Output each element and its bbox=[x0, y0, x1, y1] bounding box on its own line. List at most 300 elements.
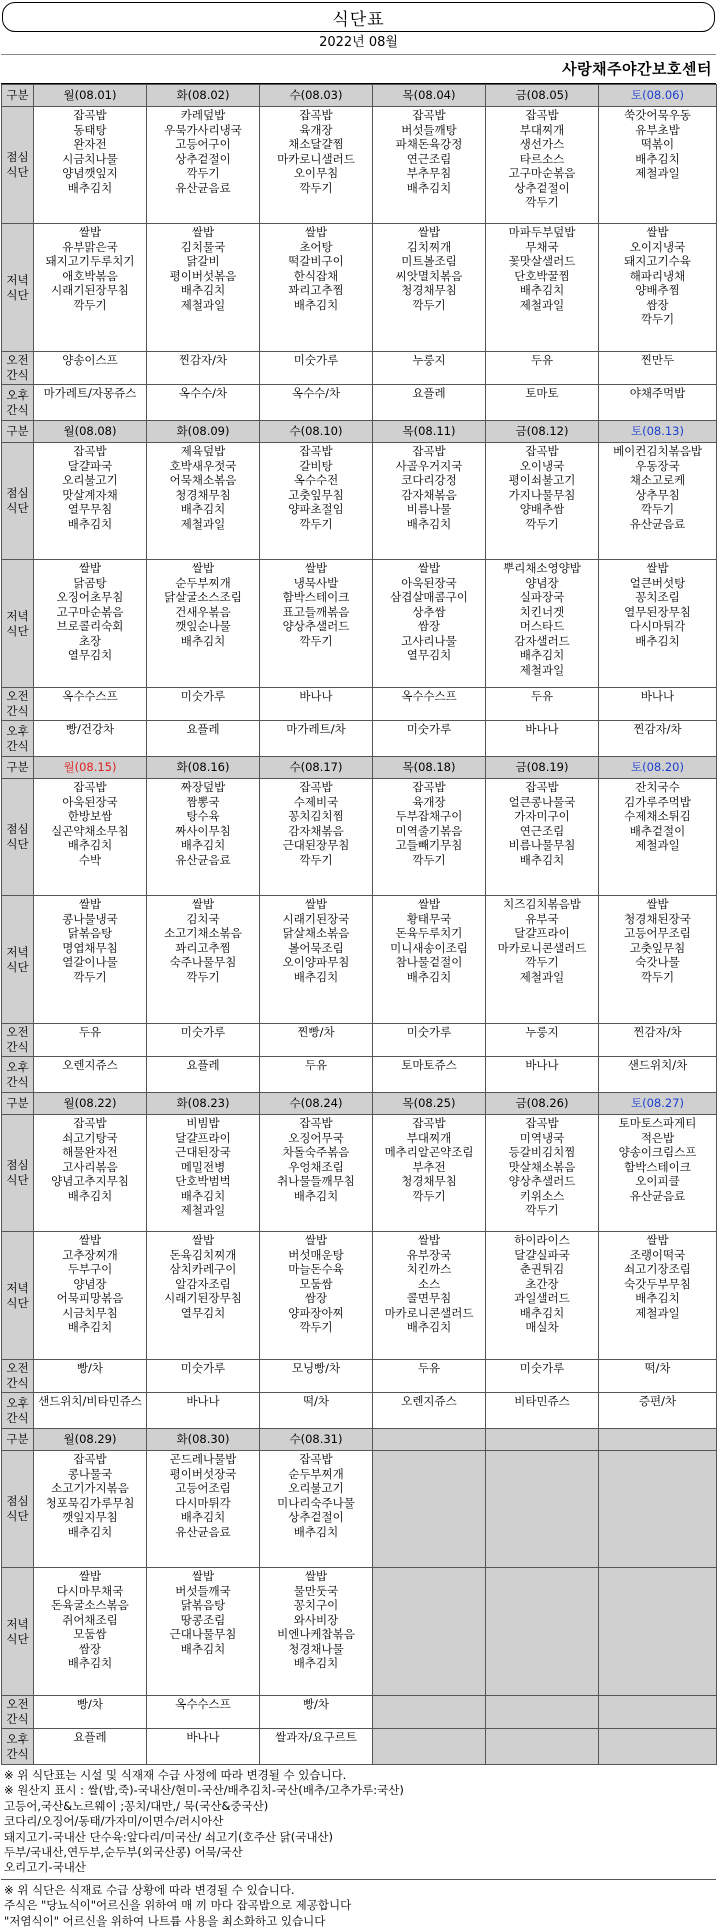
dinner-cell bbox=[147, 1232, 260, 1360]
menu-item: 양파장아찌 bbox=[288, 1305, 344, 1320]
day-header: 수(08.24) bbox=[260, 1093, 373, 1115]
note-line: ※ 위 식단표는 시설 및 식재재 수급 사정에 따라 변경될 수 있습니다. bbox=[4, 1768, 347, 1782]
menu-item: 배추김치 bbox=[293, 1656, 339, 1670]
dinner-cell bbox=[260, 224, 373, 352]
menu-item: 배추김치 bbox=[406, 516, 452, 531]
menu-item: 제철과일 bbox=[180, 516, 226, 531]
pm-snack-label-line: 오후 bbox=[6, 1059, 29, 1074]
snack-item: 두유 bbox=[78, 1025, 102, 1039]
lunch-cell bbox=[486, 779, 599, 896]
week-header-row bbox=[2, 85, 717, 107]
menu-item: 토마토스파게티 bbox=[618, 1116, 697, 1130]
menu-item: 메추리알곤약조림 bbox=[384, 1145, 474, 1159]
pm-snack-label bbox=[2, 1729, 34, 1765]
dinner-cell bbox=[486, 560, 599, 688]
lunch-cell bbox=[373, 1115, 486, 1232]
menu-item: 두부잡채구이 bbox=[395, 809, 463, 823]
snack-item: 두유 bbox=[530, 689, 554, 703]
lunch-label bbox=[2, 107, 34, 224]
am-snack-cell bbox=[373, 1024, 486, 1057]
menu-item: 볼어묵조림 bbox=[288, 940, 344, 955]
menu-item: 적은밥 bbox=[640, 1130, 675, 1145]
pm-snack-label bbox=[2, 1057, 34, 1093]
dinner-cell bbox=[147, 560, 260, 688]
dinner-label bbox=[2, 560, 34, 688]
menu-item: 와사비장 bbox=[293, 1612, 339, 1627]
menu-item: 깍두기 bbox=[412, 1188, 446, 1203]
snack-item: 바나나 bbox=[186, 1730, 220, 1744]
lunch-label-line: 점심 bbox=[6, 150, 29, 164]
menu-item: 우묵가사리냉국 bbox=[164, 122, 242, 137]
menu-item: 열무된장무침 bbox=[624, 604, 691, 619]
lunch-cell bbox=[373, 779, 486, 896]
snack-item: 요플레 bbox=[412, 386, 446, 400]
menu-item: 닭갈비 bbox=[186, 254, 220, 268]
lunch-label bbox=[2, 1115, 34, 1232]
pm-snack-label-line: 간식 bbox=[6, 1746, 29, 1761]
menu-item: 근대된장무침 bbox=[282, 838, 350, 852]
menu-item: 고추장찌개 bbox=[62, 1247, 118, 1262]
menu-item: 김치국 bbox=[186, 911, 220, 926]
menu-item: 양념고추지무침 bbox=[51, 1174, 129, 1188]
menu-item: 머스타드 bbox=[519, 619, 565, 633]
dinner-cell bbox=[34, 224, 147, 352]
menu-item: 쌀밥 bbox=[78, 897, 102, 911]
menu-item: 배추김치 bbox=[67, 1188, 113, 1203]
menu-item: 등갈비김치찜 bbox=[508, 1145, 576, 1159]
dinner-cell bbox=[486, 1232, 599, 1360]
menu-item: 짜사이무침 bbox=[175, 823, 231, 838]
menu-item: 감자채볶음 bbox=[401, 487, 457, 502]
empty-cell bbox=[373, 1696, 486, 1729]
menu-item: 김치찌개 bbox=[406, 239, 452, 254]
snack-item: 미숫가루 bbox=[519, 1361, 565, 1375]
menu-item: 오리불고기 bbox=[62, 473, 118, 487]
lunch-label-line: 점심 bbox=[6, 1158, 29, 1172]
menu-item: 애호박볶음 bbox=[62, 268, 118, 283]
menu-item: 시래기된장국 bbox=[282, 911, 350, 926]
snack-item: 빵/차 bbox=[76, 1361, 104, 1375]
snack-item: 양송이스프 bbox=[62, 353, 118, 367]
menu-item: 부대찌개 bbox=[519, 122, 565, 137]
snack-item: 빵/차 bbox=[76, 1697, 104, 1711]
menu-item: 배추김치 bbox=[406, 969, 452, 984]
dinner-cell bbox=[147, 896, 260, 1024]
dinner-cell bbox=[486, 224, 599, 352]
menu-item: 떡갈비구이 bbox=[288, 254, 344, 268]
day-header: 화(08.30) bbox=[147, 1429, 260, 1451]
snack-item: 야채주먹밥 bbox=[629, 386, 686, 400]
menu-item: 배추김치 bbox=[180, 838, 226, 852]
menu-item: 유산균음료 bbox=[175, 1524, 231, 1539]
pm-snack-label-line: 오후 bbox=[6, 723, 29, 738]
pm-snack-cell bbox=[373, 385, 486, 421]
dinner-cell bbox=[373, 224, 486, 352]
am-snack-label-line: 오전 bbox=[6, 689, 29, 703]
menu-item: 배추김치 bbox=[635, 633, 680, 648]
menu-item: 다시마튀각 bbox=[629, 619, 686, 633]
am-snack-label bbox=[2, 1696, 34, 1729]
day-header: 수(08.03) bbox=[260, 85, 373, 107]
pm-snack-row bbox=[2, 721, 717, 757]
menu-item: 깍두기 bbox=[73, 297, 107, 312]
am-snack-cell bbox=[373, 1360, 486, 1393]
pm-snack-cell bbox=[486, 385, 599, 421]
menu-item: 순두부찌개 bbox=[288, 1466, 344, 1481]
menu-item: 건새우볶음 bbox=[175, 604, 231, 619]
lunch-cell bbox=[147, 107, 260, 224]
menu-item: 잡곡밥 bbox=[299, 108, 333, 122]
menu-item: 카레덮밥 bbox=[180, 108, 226, 122]
lunch-cell bbox=[599, 779, 717, 896]
am-snack-label-line: 간식 bbox=[6, 368, 29, 382]
lunch-cell bbox=[34, 443, 147, 560]
menu-item: 유산균음료 bbox=[629, 1188, 686, 1203]
menu-item: 청경채무침 bbox=[401, 1174, 457, 1188]
dinner-cell bbox=[34, 1568, 147, 1696]
menu-item: 열무김치 bbox=[180, 1305, 226, 1320]
snack-item: 두유 bbox=[530, 353, 554, 367]
menu-item: 쌀밥 bbox=[304, 1569, 328, 1583]
menu-item: 쌀밥 bbox=[78, 225, 102, 239]
menu-item: 잡곡밥 bbox=[73, 1452, 107, 1466]
snack-item: 요플레 bbox=[73, 1730, 107, 1744]
am-snack-cell bbox=[147, 1024, 260, 1057]
menu-item: 오이무침 bbox=[293, 166, 339, 180]
menu-item: 상추무침 bbox=[635, 487, 680, 502]
snack-item: 쌀과자/요구르트 bbox=[275, 1730, 357, 1744]
menu-item: 채소달걀찜 bbox=[288, 137, 344, 151]
note-line: 고등어,국산&노르웨이 ;꽁치/대만,/ 묵(국산&중국산) bbox=[4, 1798, 269, 1813]
menu-item: 상추겉절이 bbox=[175, 151, 231, 166]
menu-item: 배추김치 bbox=[519, 852, 565, 867]
menu-item: 채소고로케 bbox=[629, 473, 686, 487]
pm-snack-label-line: 간식 bbox=[6, 1074, 29, 1089]
pm-snack-cell bbox=[260, 1393, 373, 1429]
menu-item: 미역냉국 bbox=[519, 1130, 565, 1145]
note-line: 두부/국내산,연두부,순두부(외국산콩) 어묵/국산 bbox=[4, 1845, 243, 1860]
pm-snack-cell bbox=[599, 1057, 717, 1093]
dinner-cell bbox=[260, 896, 373, 1024]
meal-plan-table bbox=[1, 84, 717, 1765]
am-snack-cell bbox=[260, 688, 373, 721]
menu-item: 쌀밥 bbox=[646, 897, 669, 911]
note-line: 돼지고기-국내산 단수육:앞다리/미국산/ 쇠고기(호주산 닭(국내산) bbox=[4, 1829, 334, 1844]
menu-item: 잡곡밥 bbox=[299, 1452, 333, 1466]
snack-item: 떡/차 bbox=[302, 1394, 330, 1408]
am-snack-cell bbox=[147, 688, 260, 721]
menu-item: 고등어조림 bbox=[175, 1481, 231, 1495]
menu-item: 깍두기 bbox=[640, 312, 675, 326]
menu-item: 평이버섯볶음 bbox=[169, 268, 237, 283]
dinner-row bbox=[2, 1232, 717, 1360]
lunch-label-line: 점심 bbox=[6, 1494, 29, 1508]
dinner-cell bbox=[147, 224, 260, 352]
lunch-label-line: 식단 bbox=[6, 165, 29, 179]
pm-snack-label-line: 간식 bbox=[6, 738, 29, 753]
menu-item: 다시마무채국 bbox=[56, 1583, 124, 1598]
am-snack-cell bbox=[34, 1024, 147, 1057]
menu-item: 달걀파국 bbox=[67, 458, 113, 473]
menu-item: 비름나물무침 bbox=[508, 838, 576, 852]
menu-item: 고구마순볶음 bbox=[56, 604, 124, 619]
menu-item: 잔치국수 bbox=[635, 780, 680, 794]
organization-name: 사랑채주야간보호센터 bbox=[1, 55, 716, 84]
am-snack-row bbox=[2, 688, 717, 721]
dinner-cell bbox=[373, 896, 486, 1024]
menu-item: 오이지냉국 bbox=[629, 239, 686, 254]
menu-item: 배추김치 bbox=[180, 1641, 226, 1656]
menu-item: 근대나물무침 bbox=[169, 1627, 237, 1641]
menu-item: 비빔밥 bbox=[186, 1116, 220, 1130]
menu-item: 배추김치 bbox=[67, 1524, 113, 1539]
lunch-cell bbox=[34, 779, 147, 896]
menu-item: 깍두기 bbox=[525, 516, 559, 531]
empty-cell bbox=[599, 1451, 717, 1568]
dinner-label-line: 저녁 bbox=[6, 1280, 29, 1295]
pm-snack-row bbox=[2, 1393, 717, 1429]
snack-item: 빵/건강차 bbox=[65, 722, 115, 736]
menu-item: 무채국 bbox=[525, 239, 559, 254]
menu-item: 제철과일 bbox=[519, 969, 565, 984]
am-snack-row bbox=[2, 352, 717, 385]
menu-item: 닭살굴소스조림 bbox=[164, 590, 242, 604]
menu-item: 호박새우젓국 bbox=[169, 458, 237, 473]
menu-item: 물만둣국 bbox=[293, 1583, 339, 1598]
am-snack-cell bbox=[260, 1024, 373, 1057]
menu-item: 냉묵사발 bbox=[293, 575, 339, 590]
menu-item: 하이라이스 bbox=[514, 1233, 570, 1247]
menu-item: 두부구이 bbox=[67, 1262, 113, 1276]
menu-item: 가지나물무침 bbox=[508, 487, 576, 502]
menu-item: 청경채무침 bbox=[401, 283, 457, 297]
menu-item: 김가루주먹밥 bbox=[624, 794, 691, 809]
dinner-cell bbox=[34, 1232, 147, 1360]
day-header: 토(08.06) bbox=[599, 85, 717, 107]
gubun-label: 구분 bbox=[2, 757, 34, 779]
menu-item: 삼치카레구이 bbox=[169, 1262, 237, 1276]
menu-item: 콩나물냉국 bbox=[62, 911, 118, 926]
menu-item: 얼큰버섯탕 bbox=[629, 575, 686, 590]
menu-item: 깍두기 bbox=[299, 852, 333, 867]
menu-item: 제철과일 bbox=[180, 297, 226, 312]
lunch-cell bbox=[260, 1451, 373, 1568]
lunch-cell bbox=[147, 443, 260, 560]
pm-snack-label-line: 간식 bbox=[6, 402, 29, 417]
day-header: 수(08.31) bbox=[260, 1429, 373, 1451]
snack-item: 바나나 bbox=[186, 1394, 220, 1408]
dinner-cell bbox=[147, 1568, 260, 1696]
dinner-label bbox=[2, 1568, 34, 1696]
am-snack-cell bbox=[373, 688, 486, 721]
menu-item: 배추김치 bbox=[180, 633, 226, 648]
snack-item: 오렌지쥬스 bbox=[62, 1058, 118, 1072]
note-line: 오리고기-국내산 bbox=[4, 1860, 86, 1875]
am-snack-cell bbox=[486, 352, 599, 385]
lunch-label-line: 점심 bbox=[6, 822, 29, 836]
menu-item: 돼지고기수육 bbox=[624, 254, 691, 268]
menu-item: 춘권튀김 bbox=[519, 1262, 565, 1276]
menu-item: 유산균음료 bbox=[175, 180, 231, 195]
am-snack-cell bbox=[260, 1360, 373, 1393]
menu-item: 씨앗멸치볶음 bbox=[395, 268, 463, 283]
menu-item: 상추쌈 bbox=[412, 604, 446, 619]
snack-item: 누룽지 bbox=[525, 1025, 559, 1039]
menu-item: 감자샐러드 bbox=[514, 633, 570, 648]
menu-item: 닭곰탕 bbox=[73, 575, 107, 590]
menu-item: 배추김치 bbox=[67, 180, 113, 195]
menu-item: 비름나물 bbox=[406, 502, 452, 516]
dinner-label-line: 저녁 bbox=[6, 944, 29, 959]
am-snack-cell bbox=[147, 1360, 260, 1393]
menu-item: 맛살채소볶음 bbox=[508, 1159, 576, 1174]
menu-item: 쌀밥 bbox=[417, 561, 441, 575]
menu-item: 제철과일 bbox=[519, 297, 565, 312]
menu-item: 소스 bbox=[417, 1276, 441, 1291]
menu-item: 실곤약채소무침 bbox=[51, 823, 129, 838]
dinner-row bbox=[2, 560, 717, 688]
pm-snack-label bbox=[2, 721, 34, 757]
pm-snack-cell bbox=[34, 1729, 147, 1765]
menu-item: 쌀밥 bbox=[191, 561, 215, 575]
menu-item: 연근조림 bbox=[519, 823, 565, 838]
pm-snack-label-line: 간식 bbox=[6, 1410, 29, 1425]
menu-item: 치킨너겟 bbox=[519, 604, 565, 619]
snack-item: 비타민쥬스 bbox=[514, 1394, 570, 1408]
pm-snack-label bbox=[2, 385, 34, 421]
menu-item: 배추김치 bbox=[519, 648, 565, 662]
empty-header bbox=[599, 1429, 717, 1451]
snack-item: 옥수수스프 bbox=[401, 689, 457, 703]
menu-item: 미역줄기볶음 bbox=[395, 823, 463, 838]
menu-item: 베이컨김치볶음밥 bbox=[613, 444, 702, 458]
am-snack-cell bbox=[599, 1360, 717, 1393]
menu-item: 파채돈육강정 bbox=[395, 137, 463, 151]
lunch-label bbox=[2, 779, 34, 896]
menu-item: 오이냉국 bbox=[519, 458, 565, 473]
note-line: ※ 원산지 표시 : 쌀(밥,죽)-국내산/현미-국산/배추김치-국산(배추/고추가루:국산) bbox=[4, 1783, 404, 1798]
menu-item: 쌀밥 bbox=[646, 1233, 669, 1247]
pm-snack-label bbox=[2, 1393, 34, 1429]
snack-item: 마가레트/차 bbox=[286, 722, 346, 736]
lunch-cell bbox=[599, 1115, 717, 1232]
menu-item: 닭볶음탕 bbox=[67, 926, 113, 940]
menu-item: 마파두부덮밥 bbox=[508, 225, 576, 239]
am-snack-cell bbox=[260, 1696, 373, 1729]
menu-item: 부추무침 bbox=[406, 166, 452, 180]
lunch-label-line: 식단 bbox=[6, 501, 29, 515]
menu-item: 고들빼기무침 bbox=[395, 838, 463, 852]
menu-item: 고사리나물 bbox=[401, 633, 457, 648]
menu-item: 김치물국 bbox=[180, 239, 226, 254]
menu-item: 청경채무침 bbox=[175, 487, 231, 502]
menu-item: 돈육김치찌개 bbox=[169, 1247, 237, 1262]
lunch-label-line: 식단 bbox=[6, 1173, 29, 1187]
menu-item: 시래기된장무침 bbox=[164, 1291, 242, 1305]
menu-item: 쌀밥 bbox=[417, 897, 441, 911]
menu-item: 초어탕 bbox=[299, 239, 333, 254]
snack-item: 옥수수스프 bbox=[175, 1697, 231, 1711]
menu-item: 쌈장 bbox=[417, 619, 441, 633]
week-header-row bbox=[2, 1093, 717, 1115]
menu-item: 떡볶이 bbox=[640, 137, 675, 151]
menu-item: 청경채된장국 bbox=[624, 911, 691, 926]
menu-item: 유산균음료 bbox=[175, 852, 231, 867]
menu-item: 쌀밥 bbox=[191, 1233, 215, 1247]
am-snack-cell bbox=[34, 352, 147, 385]
menu-item: 깍두기 bbox=[640, 969, 675, 984]
am-snack-label-line: 간식 bbox=[6, 1712, 29, 1726]
dinner-label-line: 저녁 bbox=[6, 272, 29, 287]
menu-item: 수박 bbox=[78, 852, 102, 867]
menu-item: 오리불고기 bbox=[288, 1481, 344, 1495]
menu-item: 깍두기 bbox=[299, 1320, 333, 1334]
lunch-cell bbox=[34, 107, 147, 224]
day-header: 화(08.23) bbox=[147, 1093, 260, 1115]
menu-item: 잡곡밥 bbox=[525, 780, 559, 794]
menu-item: 배추김치 bbox=[635, 151, 680, 166]
menu-item: 평이버섯장국 bbox=[169, 1466, 237, 1481]
menu-item: 쌈장 bbox=[304, 1291, 328, 1305]
pm-snack-cell bbox=[373, 1393, 486, 1429]
menu-item: 미트볼조림 bbox=[401, 254, 457, 268]
menu-item: 잡곡밥 bbox=[525, 108, 559, 122]
lunch-label bbox=[2, 443, 34, 560]
menu-item: 메밀전병 bbox=[180, 1159, 226, 1174]
day-header: 화(08.02) bbox=[147, 85, 260, 107]
empty-header bbox=[373, 1429, 486, 1451]
menu-item: 꽈리고추찜 bbox=[288, 283, 344, 297]
menu-item: 표고들깨볶음 bbox=[282, 604, 350, 619]
menu-item: 잡곡밥 bbox=[412, 1116, 446, 1130]
menu-item: 양파초절임 bbox=[288, 502, 344, 516]
menu-item: 쌀밥 bbox=[191, 897, 215, 911]
lunch-label-line: 식단 bbox=[6, 1509, 29, 1523]
pm-snack-row bbox=[2, 1729, 717, 1765]
menu-item: 근대된장국 bbox=[175, 1145, 231, 1159]
dinner-cell bbox=[34, 560, 147, 688]
pm-snack-cell bbox=[147, 1057, 260, 1093]
menu-item: 양상추샐러드 bbox=[282, 619, 350, 633]
menu-item: 해물완자전 bbox=[62, 1145, 118, 1159]
am-snack-cell bbox=[34, 1696, 147, 1729]
menu-item: 잡곡밥 bbox=[73, 108, 107, 122]
lunch-label-line: 식단 bbox=[6, 837, 29, 851]
am-snack-cell bbox=[599, 688, 717, 721]
menu-item: 양상추샐러드 bbox=[508, 1174, 576, 1188]
menu-item: 시금치무침 bbox=[62, 1305, 118, 1320]
am-snack-cell bbox=[260, 352, 373, 385]
am-snack-cell bbox=[373, 352, 486, 385]
pm-snack-label-line: 오후 bbox=[6, 387, 29, 402]
snack-item: 두유 bbox=[304, 1058, 328, 1072]
menu-item: 사골우거지국 bbox=[395, 458, 463, 473]
empty-cell bbox=[599, 1696, 717, 1729]
gubun-label: 구분 bbox=[2, 85, 34, 107]
empty-cell bbox=[373, 1451, 486, 1568]
menu-item: 과일샐러드 bbox=[514, 1291, 570, 1305]
menu-item: 배추김치 bbox=[67, 1320, 113, 1334]
menu-item: 생선가스 bbox=[519, 137, 565, 151]
menu-item: 단호박범벅 bbox=[175, 1174, 231, 1188]
menu-item: 쌀밥 bbox=[417, 1233, 441, 1247]
dinner-label-line: 식단 bbox=[6, 959, 29, 974]
pm-snack-cell bbox=[599, 721, 717, 757]
menu-item: 잡곡밥 bbox=[299, 444, 333, 458]
snack-item: 토마토쥬스 bbox=[401, 1058, 457, 1072]
menu-item: 탕수육 bbox=[186, 809, 220, 823]
menu-item: 평이쇠불고기 bbox=[508, 473, 576, 487]
